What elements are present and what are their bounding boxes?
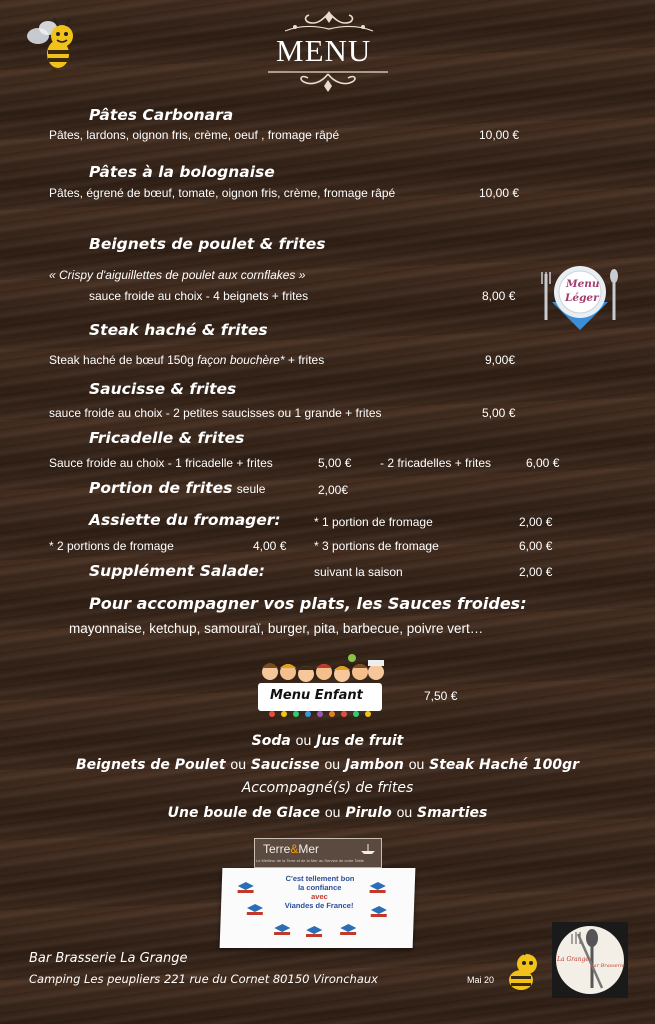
- item-salade-desc: suivant la saison: [314, 565, 403, 579]
- sauces-list: mayonnaise, ketchup, samouraï, burger, pita, barbecue, poivre vert…: [69, 621, 484, 636]
- viandes-line4: Viandes de France!: [284, 901, 354, 910]
- page-title: MENU: [276, 33, 372, 68]
- viandes-line3: avec: [310, 892, 328, 901]
- item-bolognaise-price: 10,00 €: [479, 186, 520, 200]
- item-fricadelle-name: Fricadelle & frites: [89, 429, 245, 447]
- terre-mer-tagline: Le Meilleur de la Terre et de la Mer au Service de votre Table: [256, 858, 364, 863]
- item-beignets-desc1: « Crispy d'aiguillettes de poulet aux cornflakes »: [49, 268, 306, 282]
- enfant-line3: Accompagné(s) de frites: [241, 780, 414, 796]
- item-fromager-price1: 2,00 €: [519, 515, 553, 529]
- title-ornament-bottom: [262, 68, 394, 94]
- sauces-title: Pour accompagner vos plats, les Sauces froides:: [89, 594, 527, 613]
- footer-address: Camping Les peupliers 221 rue du Cornet 80150 Vironchaux: [29, 972, 378, 986]
- enfant-line2-or1: ou: [230, 756, 246, 772]
- candy-dots-decoration: [266, 710, 378, 718]
- bee-icon: [24, 16, 84, 76]
- enfant-line2-b: Saucisse: [250, 757, 320, 773]
- menu-enfant-badge: [258, 683, 382, 711]
- item-steak-desc-b: façon bouchère*: [197, 353, 285, 367]
- logo-top-text: La Grange: [557, 956, 589, 963]
- enfant-line1-a: Soda: [251, 733, 291, 749]
- item-saucisse-name: Saucisse & frites: [89, 380, 237, 398]
- item-steak-desc-c: + frites: [287, 353, 325, 367]
- item-fromager-opt2: * 2 portions de fromage: [49, 539, 174, 553]
- viandes-labels-icon: [226, 872, 409, 944]
- kids-faces-icon: [256, 654, 388, 686]
- terre-mer-title: [263, 842, 319, 856]
- enfant-line2: [0, 756, 655, 773]
- viandes-line1: C'est tellement bon: [285, 874, 355, 883]
- la-grange-logo: [552, 922, 628, 998]
- enfant-line2-d: Steak Haché 100gr: [429, 757, 580, 773]
- enfant-line4-a: Une boule de Glace: [167, 805, 321, 821]
- menu-leger-line2: Léger: [565, 292, 599, 304]
- terre-mer-name-b: Mer: [298, 842, 320, 856]
- enfant-line4: [0, 804, 655, 821]
- item-steak-desc: [49, 353, 324, 367]
- item-fromager-price2: 4,00 €: [253, 539, 287, 553]
- item-carbonara-name: Pâtes Carbonara: [89, 106, 234, 124]
- item-steak-desc-a: Steak haché de bœuf 150g: [49, 353, 194, 367]
- footer-date: Mai 20: [467, 975, 495, 985]
- terre-mer-amp: &: [290, 842, 299, 856]
- item-steak-price: 9,00€: [485, 353, 516, 367]
- item-bolognaise-name: Pâtes à la bolognaise: [89, 163, 275, 181]
- bee-icon-bottom: [501, 948, 545, 994]
- menu-enfant-label: Menu Enfant: [270, 688, 363, 703]
- item-carbonara-desc: Pâtes, lardons, oignon fris, crème, oeuf , fromage râpé: [49, 128, 340, 142]
- enfant-line4-b: Pirulo: [345, 805, 392, 821]
- item-fricadelle-price1: 5,00 €: [318, 456, 352, 470]
- enfant-line1-b: Jus de fruit: [316, 733, 404, 749]
- enfant-line4-or1: ou: [324, 804, 341, 820]
- menu-enfant-price: 7,50 €: [424, 689, 458, 703]
- enfant-line2-c: Jambon: [344, 757, 404, 773]
- item-fromager-name: Assiette du fromager:: [89, 511, 281, 529]
- item-fricadelle-desc1: Sauce froide au choix - 1 fricadelle + frites: [49, 456, 273, 470]
- enfant-line1-or: ou: [295, 732, 312, 748]
- item-saucisse-price: 5,00 €: [482, 406, 516, 420]
- boat-icon: [359, 843, 377, 855]
- item-portion-line: [89, 479, 265, 498]
- item-salade-price: 2,00 €: [519, 565, 553, 579]
- item-portion-name: Portion de frites: [89, 479, 233, 497]
- logo-bottom-text: Bar Brasserie: [590, 963, 625, 969]
- item-fromager-opt1: * 1 portion de fromage: [314, 515, 433, 529]
- viandes-line2: la confiance: [297, 883, 342, 892]
- item-bolognaise-desc: Pâtes, égrené de bœuf, tomate, oignon fris, crème, fromage râpé: [49, 186, 396, 200]
- enfant-line4-or2: ou: [396, 804, 413, 820]
- item-fromager-price3: 6,00 €: [519, 539, 553, 553]
- enfant-line2-a: Beignets de Poulet: [75, 757, 226, 773]
- item-fromager-opt3: * 3 portions de fromage: [314, 539, 439, 553]
- enfant-line2-or2: ou: [324, 756, 341, 772]
- item-carbonara-price: 10,00 €: [479, 128, 520, 142]
- item-salade-name: Supplément Salade:: [89, 562, 265, 580]
- enfant-line1: [0, 732, 655, 749]
- footer-name: Bar Brasserie La Grange: [29, 951, 188, 966]
- enfant-line4-c: Smarties: [417, 805, 488, 821]
- title-ornament-top: [265, 9, 393, 35]
- terre-mer-logo: [254, 838, 382, 868]
- item-saucisse-desc: sauce froide au choix - 2 petites saucisses ou 1 grande + frites: [49, 406, 382, 420]
- item-beignets-name: Beignets de poulet & frites: [89, 235, 326, 253]
- item-steak-name: Steak haché & frites: [89, 321, 268, 339]
- enfant-line2-or3: ou: [408, 756, 425, 772]
- terre-mer-name-a: Terre: [263, 842, 291, 856]
- menu-leger-line1: Menu: [566, 278, 600, 290]
- item-fricadelle-price2: 6,00 €: [526, 456, 560, 470]
- item-portion-price: 2,00€: [318, 483, 349, 497]
- viandes-de-france-card: [220, 868, 416, 948]
- item-portion-suffix: seule: [236, 482, 266, 496]
- item-fricadelle-desc2: - 2 fricadelles + frites: [380, 456, 492, 470]
- item-beignets-price: 8,00 €: [482, 289, 516, 303]
- item-beignets-desc2: sauce froide au choix - 4 beignets + frites: [89, 289, 309, 303]
